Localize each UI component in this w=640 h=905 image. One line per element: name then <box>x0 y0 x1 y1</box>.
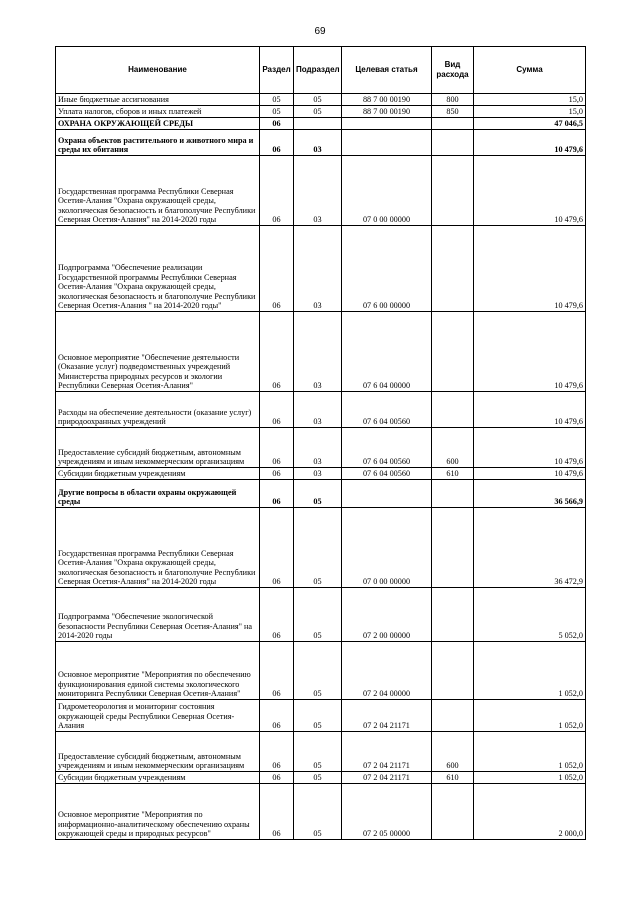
cell-subsection: 03 <box>294 312 342 392</box>
cell-kind <box>432 312 474 392</box>
cell-kind: 610 <box>432 772 474 784</box>
cell-subsection: 05 <box>294 480 342 508</box>
cell-kind <box>432 118 474 130</box>
cell-name: Расходы на обеспечение деятельности (оказание услуг) природоохранных учреждений <box>56 392 260 428</box>
cell-name: Основное мероприятие "Мероприятия по информационно-аналитическому обеспечению охраны окружающей среды и природных ресурсов" <box>56 784 260 840</box>
cell-target: 88 7 00 00190 <box>342 106 432 118</box>
cell-target: 07 2 00 00000 <box>342 588 432 642</box>
table-row <box>56 392 586 428</box>
cell-section: 06 <box>260 130 294 156</box>
table-row <box>56 94 586 106</box>
cell-sum: 10 479,6 <box>474 312 586 392</box>
table-row <box>56 156 586 226</box>
cell-section: 06 <box>260 226 294 312</box>
table-row <box>56 700 586 732</box>
cell-section: 06 <box>260 312 294 392</box>
table-row <box>56 772 586 784</box>
cell-sum: 1 052,0 <box>474 772 586 784</box>
cell-sum: 10 479,6 <box>474 156 586 226</box>
budget-table <box>55 46 586 840</box>
cell-subsection <box>294 118 342 130</box>
cell-target: 07 0 00 00000 <box>342 508 432 588</box>
cell-subsection: 03 <box>294 226 342 312</box>
cell-subsection: 03 <box>294 392 342 428</box>
cell-sum: 10 479,6 <box>474 468 586 480</box>
cell-subsection: 05 <box>294 732 342 772</box>
cell-section: 05 <box>260 106 294 118</box>
cell-kind <box>432 226 474 312</box>
cell-target: 07 2 04 21171 <box>342 700 432 732</box>
cell-name: Предоставление субсидий бюджетным, автономным учреждениям и иным некоммерческим организациям <box>56 732 260 772</box>
cell-target <box>342 118 432 130</box>
cell-kind: 800 <box>432 94 474 106</box>
cell-sum: 10 479,6 <box>474 226 586 312</box>
header-row <box>56 47 586 94</box>
cell-kind: 610 <box>432 468 474 480</box>
cell-name: Подпрограмма "Обеспечение реализации Государственной программы Республики Северная Осетия-Алания "Охрана окружающей среды, экологическая безопасность и благополучие Республики Северная Осетия-Алания " на 2014-2020 годы" <box>56 226 260 312</box>
cell-subsection: 03 <box>294 156 342 226</box>
table-row <box>56 642 586 700</box>
cell-name: Другие вопросы в области охраны окружающей среды <box>56 480 260 508</box>
cell-kind <box>432 392 474 428</box>
cell-section: 06 <box>260 700 294 732</box>
cell-kind <box>432 130 474 156</box>
table-row <box>56 588 586 642</box>
cell-name: Государственная программа Республики Северная Осетия-Алания "Охрана окружающей среды, экологическая безопасность и благополучие Республики Северная Осетия-Алания" на 2014-2020 годы <box>56 156 260 226</box>
cell-name: Уплата налогов, сборов и иных платежей <box>56 106 260 118</box>
cell-target <box>342 130 432 156</box>
cell-name: ОХРАНА ОКРУЖАЮЩЕЙ СРЕДЫ <box>56 118 260 130</box>
table-row <box>56 312 586 392</box>
cell-section: 06 <box>260 784 294 840</box>
cell-sum: 36 472,9 <box>474 508 586 588</box>
table-row <box>56 468 586 480</box>
cell-target: 07 6 04 00560 <box>342 468 432 480</box>
cell-section: 06 <box>260 480 294 508</box>
cell-section: 06 <box>260 392 294 428</box>
cell-kind: 850 <box>432 106 474 118</box>
cell-target <box>342 480 432 508</box>
cell-sum: 1 052,0 <box>474 732 586 772</box>
cell-subsection: 05 <box>294 700 342 732</box>
cell-section: 06 <box>260 772 294 784</box>
cell-subsection: 05 <box>294 642 342 700</box>
cell-name: Иные бюджетные ассигнования <box>56 94 260 106</box>
cell-section: 06 <box>260 642 294 700</box>
cell-section: 05 <box>260 94 294 106</box>
cell-sum: 15,0 <box>474 94 586 106</box>
header-section: Раздел <box>260 47 294 94</box>
cell-sum: 2 000,0 <box>474 784 586 840</box>
cell-sum: 47 046,5 <box>474 118 586 130</box>
cell-kind <box>432 588 474 642</box>
page-number: 69 <box>314 26 326 37</box>
cell-subsection: 05 <box>294 106 342 118</box>
cell-name: Предоставление субсидий бюджетным, автономным учреждениям и иным некоммерческим организациям <box>56 428 260 468</box>
cell-name: Субсидии бюджетным учреждениям <box>56 772 260 784</box>
cell-kind <box>432 156 474 226</box>
cell-sum: 5 052,0 <box>474 588 586 642</box>
cell-target: 07 2 04 00000 <box>342 642 432 700</box>
header-subsection: Подраздел <box>294 47 342 94</box>
cell-name: Основное мероприятие "Мероприятия по обеспечению функционирования единой системы экологического мониторинга Республики Северная Осетия-Алания" <box>56 642 260 700</box>
cell-name: Государственная программа Республики Северная Осетия-Алания "Охрана окружающей среды, экологическая безопасность и благополучие Республики Северная Осетия-Алания" на 2014-2020 годы <box>56 508 260 588</box>
cell-name: Гидрометеорология и мониторинг состояния окружающей среды Республики Северная Осетия-Алания <box>56 700 260 732</box>
cell-name: Основное мероприятие "Обеспечение деятельности (Оказание услуг) подведомственных учреждений Министерства природных ресурсов и экологии Республики Северная Осетия-Алания" <box>56 312 260 392</box>
cell-subsection: 03 <box>294 468 342 480</box>
cell-kind: 600 <box>432 732 474 772</box>
cell-name: Охрана объектов растительного и животного мира и среды их обитания <box>56 130 260 156</box>
cell-sum: 15,0 <box>474 106 586 118</box>
cell-sum: 1 052,0 <box>474 642 586 700</box>
table-row <box>56 428 586 468</box>
cell-target: 88 7 00 00190 <box>342 94 432 106</box>
cell-kind <box>432 784 474 840</box>
cell-sum: 10 479,6 <box>474 392 586 428</box>
cell-target: 07 2 04 21171 <box>342 772 432 784</box>
cell-section: 06 <box>260 428 294 468</box>
cell-kind <box>432 480 474 508</box>
table-row <box>56 732 586 772</box>
cell-kind: 600 <box>432 428 474 468</box>
cell-section: 06 <box>260 732 294 772</box>
cell-subsection: 03 <box>294 130 342 156</box>
table-row <box>56 480 586 508</box>
header-name: Наименование <box>56 47 260 94</box>
table-row <box>56 118 586 130</box>
cell-target: 07 6 04 00000 <box>342 312 432 392</box>
header-sum: Сумма <box>474 47 586 94</box>
cell-section: 06 <box>260 588 294 642</box>
cell-target: 07 6 00 00000 <box>342 226 432 312</box>
cell-target: 07 2 04 21171 <box>342 732 432 772</box>
cell-section: 06 <box>260 468 294 480</box>
cell-subsection: 05 <box>294 784 342 840</box>
cell-sum: 10 479,6 <box>474 130 586 156</box>
cell-kind <box>432 508 474 588</box>
header-target: Целевая статья <box>342 47 432 94</box>
cell-section: 06 <box>260 118 294 130</box>
header-kind: Вид расхода <box>432 47 474 94</box>
cell-kind <box>432 700 474 732</box>
cell-subsection: 05 <box>294 588 342 642</box>
table-row <box>56 784 586 840</box>
cell-name: Подпрограмма "Обеспечение экологической безопасности Республики Северная Осетия-Алания" на 2014-2020 годы <box>56 588 260 642</box>
cell-target: 07 6 04 00560 <box>342 392 432 428</box>
cell-target: 07 0 00 00000 <box>342 156 432 226</box>
cell-section: 06 <box>260 156 294 226</box>
table-row <box>56 508 586 588</box>
cell-target: 07 2 05 00000 <box>342 784 432 840</box>
cell-sum: 36 566,9 <box>474 480 586 508</box>
cell-sum: 1 052,0 <box>474 700 586 732</box>
cell-sum: 10 479,6 <box>474 428 586 468</box>
cell-subsection: 05 <box>294 508 342 588</box>
cell-target: 07 6 04 00560 <box>342 428 432 468</box>
cell-name: Субсидии бюджетным учреждениям <box>56 468 260 480</box>
cell-subsection: 03 <box>294 428 342 468</box>
cell-subsection: 05 <box>294 772 342 784</box>
cell-kind <box>432 642 474 700</box>
cell-subsection: 05 <box>294 94 342 106</box>
cell-section: 06 <box>260 508 294 588</box>
table-row <box>56 106 586 118</box>
table-row <box>56 130 586 156</box>
table-row <box>56 226 586 312</box>
